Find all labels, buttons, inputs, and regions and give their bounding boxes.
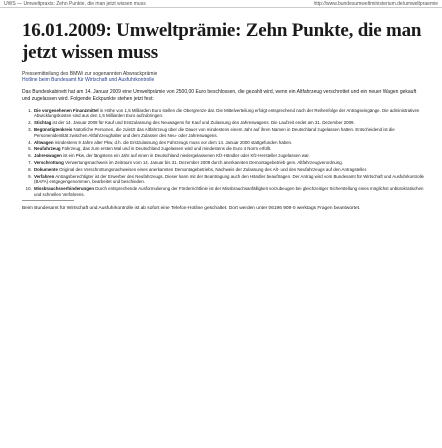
divider xyxy=(22,200,74,201)
key-points-list xyxy=(22,108,424,198)
article xyxy=(0,8,442,212)
header-page-title: UWS — Umweltpraxis: Zehn Punkte, die man jetzt wissen muss xyxy=(4,0,146,7)
footer-note: Beim Bundesamt für Wirtschaft und Ausfuhrkontrolle ist ab sofort eine Telefon-Hotline geschaltet. Dort werden unter 06196 908-0 werktags Fragen beantwortet. xyxy=(22,205,361,211)
list-item: 2. Stichtag ist der 14. Januar 2009 für Kauf und Erstzulassung des Neuwagens für Kauf und Zulassung des Jahreswagens. Die Laufzeit endet am 31. Dezember 2009. xyxy=(33,120,424,126)
source-line: Pressemitteilung des BMWi zur sogenannten Abwrackprämie xyxy=(22,70,158,77)
browser-header xyxy=(0,0,442,8)
lead-paragraph: Das Bundeskabinett hat am 14. Januar 2009 eine Umweltprämie von 2500,00 Euro beschlossen, die gezahlt wird, wenn ein Altfahrzeug verschrottet und ein neuer Wagen gekauft und zugelassen wird. Folgende Eckpunkte stehen jetzt fest: xyxy=(22,89,417,102)
list-item: 6. Jahreswagen ist ein Pkw, der längstens ein Jahr auf einen in Deutschland niedergelassenen Kfz-Händler oder Kfz-Hersteller zugelassen war. xyxy=(33,153,424,159)
list-item: 7. Verschrottung Verwertungsnachweis im Zeitraum vom 14. Januar bis 31. Dezember 2009 durch anerkannten Demontagebetrieb gem. Altfahrzeugverordnung. xyxy=(33,160,424,166)
list-item: 8. Dokumente Original des Verschrottungsnachweises eines anerkannten Demontagebetriebs, Nachweis der Zulassung des Alt- und des Neufahrzeugs auf den Antragsteller. xyxy=(33,167,424,173)
header-url[interactable]: http://www.bundesumweltministerium.de/umweltpraemie xyxy=(313,0,438,7)
list-item: 3. Begünstigtenkreis Natürliche Personen, die zuletzt das Altfahrzeug über die Dauer von mindestens einem Jahr auf ihren Namen in Deutschland zugelassen hatten. Entscheidend ist die Personenidentität zwischen Altfahrzeughalter und dem Zulasser des Neu- oder Jahreswagens. xyxy=(33,127,424,138)
article-title: 16.01.2009: Umweltprämie: Zehn Punkte, die man jetzt wissen muss xyxy=(22,20,422,63)
list-item: 9. Verfahren Antragsberechtigter ist der Erwerber des Neufahrzeugs. Dieser kann mit der Beantragung auch den Händler beauftragen. Der Antrag wird vom Bundesamt für Wirtschaft und Ausfuhrkontrolle (BAFA) entgegengenommen, bearbeitet und beschieden. xyxy=(33,174,424,185)
list-item: 5. Neufahrzeug Fahrzeug, das zum ersten Mal und in Deutschland zugelassen wird und mindestens die Euro 4 Norm erfüllt. xyxy=(33,146,424,152)
article-intro xyxy=(22,71,424,85)
list-item: 10. Missbrauchsverhinderungen Durch entsprechende Ausformulierung der Förderrichtlinie ist der Missbrauchsanfälligkeit vorzubeugen bei gleichzeitiger Sicherstellung eines möglichst unbürokratischen und schnellen Verfahrens. xyxy=(33,186,424,197)
hotline-link[interactable]: Hotline beim Bundesamt für Wirtschaft und Ausfuhrkontrolle xyxy=(22,77,155,84)
list-item: 4. Altwagen mindestens 9 Jahre alter Pkw, d.h. die Erstzulassung des Fahrzeugs muss vor dem 14. Januar 2000 stattgefunden haben. xyxy=(33,140,424,146)
list-item: 1. Die vorgesehenen Finanzmittel in Höhe von 1,5 Milliarden Euro stellen die Obergrenze dar. Die Mittelverteilung erfolgt entsprechend nach der Reihenfolge der Antragseingänge. Die administrativen Abwicklungskosten sind aus den 1,5 Milliarden Euro aufzubringen. xyxy=(33,108,424,119)
